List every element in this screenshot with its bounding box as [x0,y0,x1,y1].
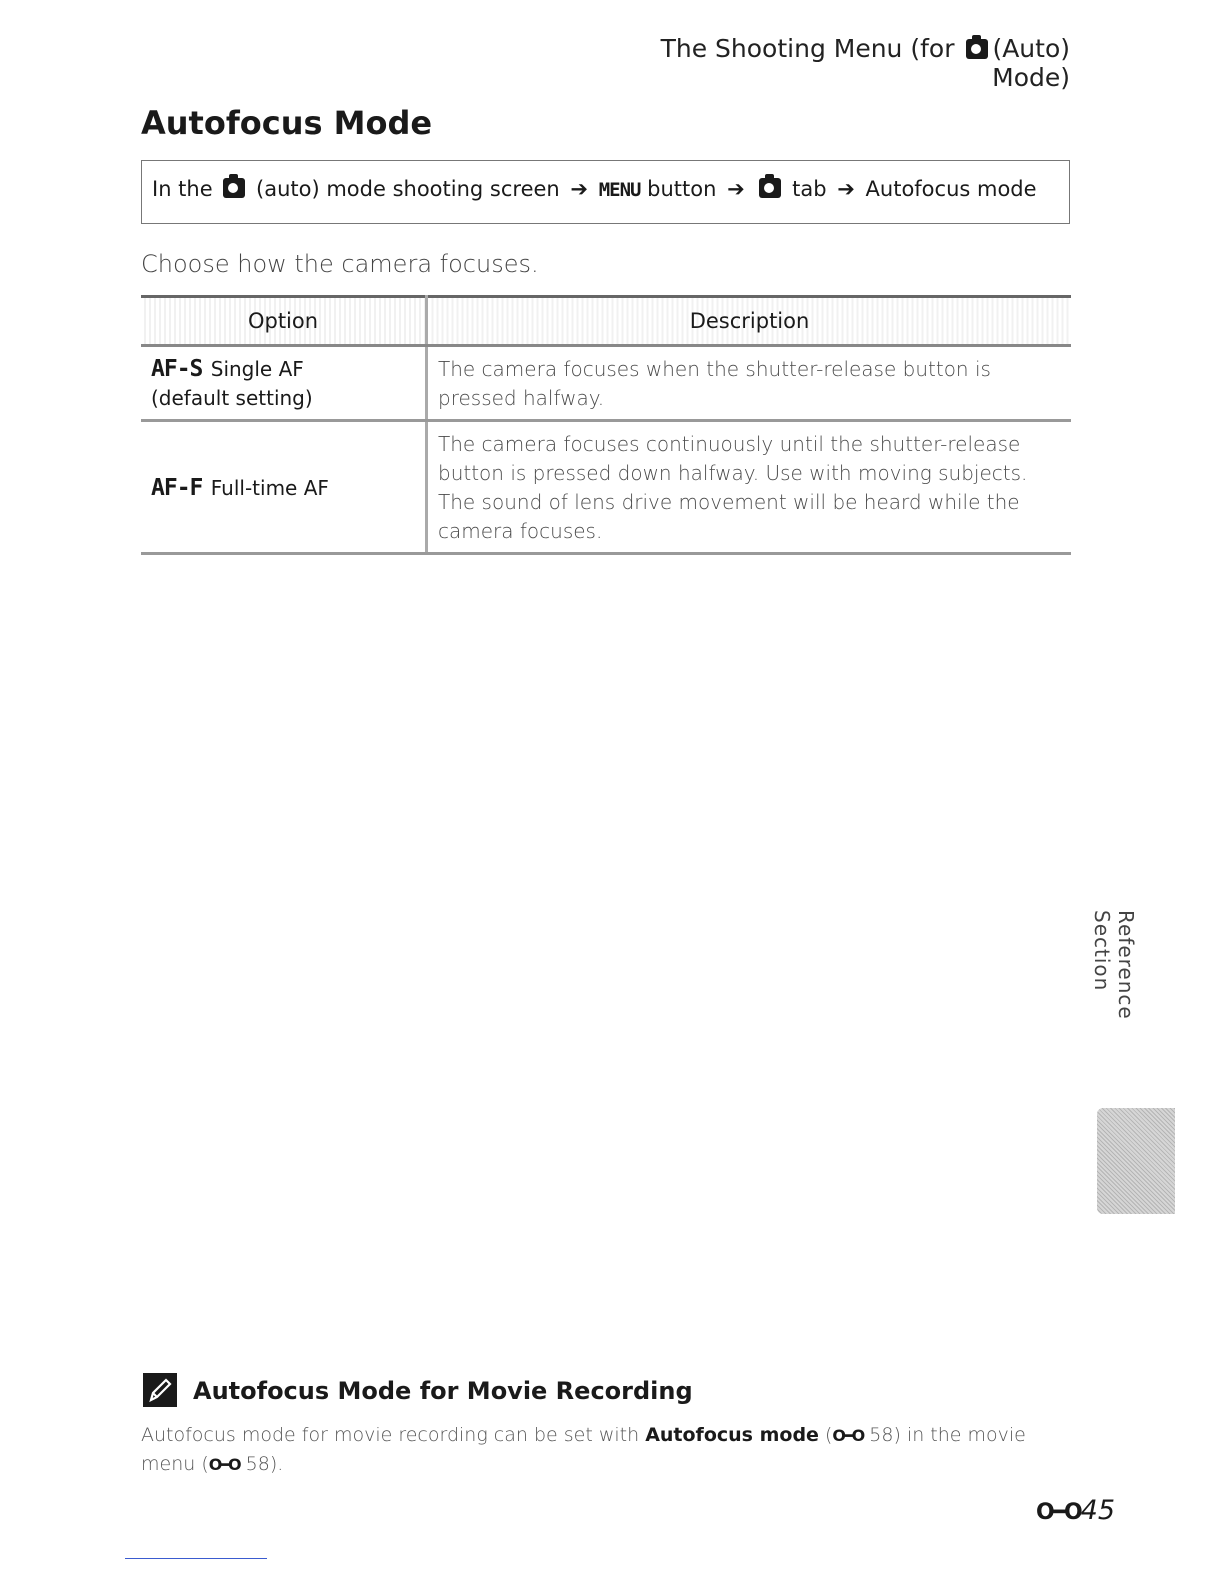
running-header-post: (Auto) Mode) [992,34,1070,92]
camera-icon [966,39,988,59]
side-tab-label: Reference Section [1090,910,1138,1020]
camera-icon [223,178,245,198]
arrow-right-icon: ➔ [837,177,855,201]
bottom-divider [125,1558,267,1559]
arrow-right-icon: ➔ [727,177,745,201]
column-header-option: Option [141,297,427,346]
option-name: Single AF [210,357,304,381]
running-header-pre: The Shooting Menu (for [660,34,955,63]
breadcrumb-text: tab [792,177,827,201]
note-text: in the movie menu [141,1424,1026,1475]
description-cell: The camera focuses continuously until the shutter-release button is pressed down halfway. Use with moving subjects. The sound of lens drive movement will be heard while the camera focuses. [427,421,1072,554]
column-header-description: Description [427,297,1072,346]
camera-icon [759,178,781,198]
breadcrumb-text: In the [152,177,213,201]
mode-code: AF-F [151,474,203,501]
option-table [141,295,1071,555]
note-title: Autofocus Mode for Movie Recording [193,1377,693,1405]
table-header-row [141,297,1071,346]
note-ref: 58 [245,1453,270,1475]
reference-icon: O━O [208,1455,240,1474]
page-number-value: 45 [1080,1495,1116,1526]
page-title: Autofocus Mode [141,104,433,142]
breadcrumb-text: Autofocus mode [865,177,1037,201]
menu-button-glyph: MENU [598,179,641,201]
table-row [141,421,1071,554]
intro-text: Choose how the camera focuses. [141,250,539,278]
option-name: Full-time AF [210,475,329,500]
note-ref: 58 [869,1424,894,1446]
note-text: Autofocus mode for movie recording can be set with [141,1424,640,1446]
breadcrumb [141,160,1070,224]
arrow-right-icon: ➔ [570,177,589,201]
breadcrumb-text: button [647,177,717,201]
reference-icon: O━O [1036,1500,1081,1525]
option-cell [141,421,427,554]
option-cell [141,346,427,421]
description-cell: The camera focuses when the shutter-release button is pressed halfway. [427,346,1072,421]
table-row [141,346,1071,421]
pencil-icon [143,1373,177,1407]
reference-icon: O━O [832,1426,864,1445]
side-tab-marker [1097,1108,1175,1214]
note-bold-term: Autofocus mode [645,1424,819,1446]
breadcrumb-text: (auto) mode shooting screen [256,177,560,201]
mode-code: AF-S [151,356,203,382]
running-header [600,34,1070,92]
option-note: (default setting) [151,386,313,410]
page-number [1036,1495,1115,1526]
note-body: Autofocus mode for movie recording can be set with Autofocus mode (O━O 58) in the movie menu (O━O 58). [141,1424,1026,1475]
